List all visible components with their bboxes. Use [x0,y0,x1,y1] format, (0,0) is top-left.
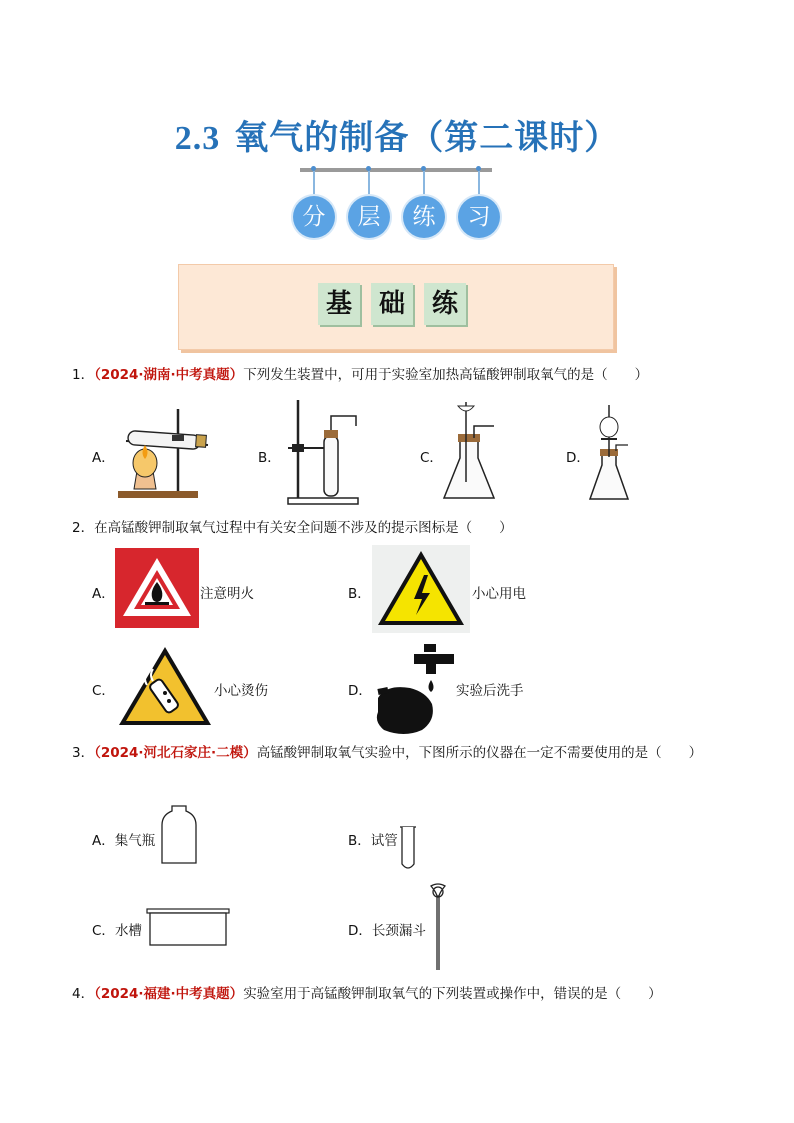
question-2-stem [72,518,513,538]
option-caption: 实验后洗手 [456,683,524,699]
banner-char-lian: 练 [424,283,466,325]
header-rail [300,168,492,172]
option-label: A． [92,450,115,466]
badge-xi: 习 [458,196,500,238]
option-caption: 注意明火 [200,586,254,602]
option-label: B． [348,586,371,602]
hot-surface-warning-icon [117,645,213,729]
conical-flask-funnel-image [440,402,500,504]
question-source: （2024·福建·中考真题） [94,986,244,1002]
badge-lian: 练 [403,196,445,238]
hand-washing-icon [374,640,460,740]
option-label [92,829,155,849]
question-text: 在高锰酸钾制取氧气过程中有关安全问题不涉及的提示图标是（ ） [94,520,513,536]
option-caption: 水槽 [114,923,142,939]
long-neck-funnel-image [428,882,448,972]
option-caption: 小心用电 [472,586,526,602]
option-label: D． [566,450,590,466]
question-number: 2． [72,520,95,536]
flask-separatory-funnel-image [588,405,632,503]
option-label: C． [92,683,115,699]
option-letter: D． [348,923,372,939]
option-letter: C． [92,923,115,939]
option-label: A． [92,586,115,602]
option-letter: A． [92,833,115,849]
question-text: 下列发生装置中，可用于实验室加热高锰酸钾制取氧气的是（ ） [243,367,649,383]
question-3-stem [72,743,702,763]
option-label: B． [258,450,281,466]
option-caption: 长颈漏斗 [371,923,426,939]
gas-collecting-bottle-image [160,805,198,865]
electric-warning-icon [372,545,470,633]
option-label [92,919,142,939]
page-title [0,110,794,159]
heating-apparatus-image [112,405,222,501]
test-tube-image [398,826,418,872]
option-label: D． [348,683,372,699]
option-caption: 小心烫伤 [214,683,268,699]
badge-fen: 分 [293,196,335,238]
option-label [348,829,398,849]
question-source: （2024·湖南·中考真题） [94,367,244,383]
badge-string [368,171,370,197]
question-text: 实验室用于高锰酸钾制取氧气的下列装置或操作中，错误的是（ ） [243,986,662,1002]
section-number: 2.3 [174,120,221,157]
option-caption: 集气瓶 [114,833,156,849]
question-number: 3． [72,745,95,761]
option-label: C． [420,450,443,466]
badge-string [423,171,425,197]
fire-warning-icon [115,548,199,628]
question-text: 高锰酸钾制取氧气实验中，下图所示的仪器在一定不需要使用的是（ ） [256,745,703,761]
question-4-stem [72,984,662,1004]
badge-string [313,171,315,197]
option-letter: B． [348,833,371,849]
badge-string [478,171,480,197]
badge-ceng: 层 [348,196,390,238]
test-tube-stand-image [284,398,364,508]
question-1-stem [72,365,648,385]
question-number: 4． [72,986,95,1002]
option-caption: 试管 [370,833,398,849]
water-trough-image [146,908,230,946]
question-source: （2024·河北石家庄·二模） [94,745,257,761]
question-number: 1． [72,367,95,383]
section-title: 氧气的制备（第二课时） [234,118,620,158]
option-label [348,919,426,939]
banner-char-chu: 础 [371,283,413,325]
banner-char-ji: 基 [318,283,360,325]
